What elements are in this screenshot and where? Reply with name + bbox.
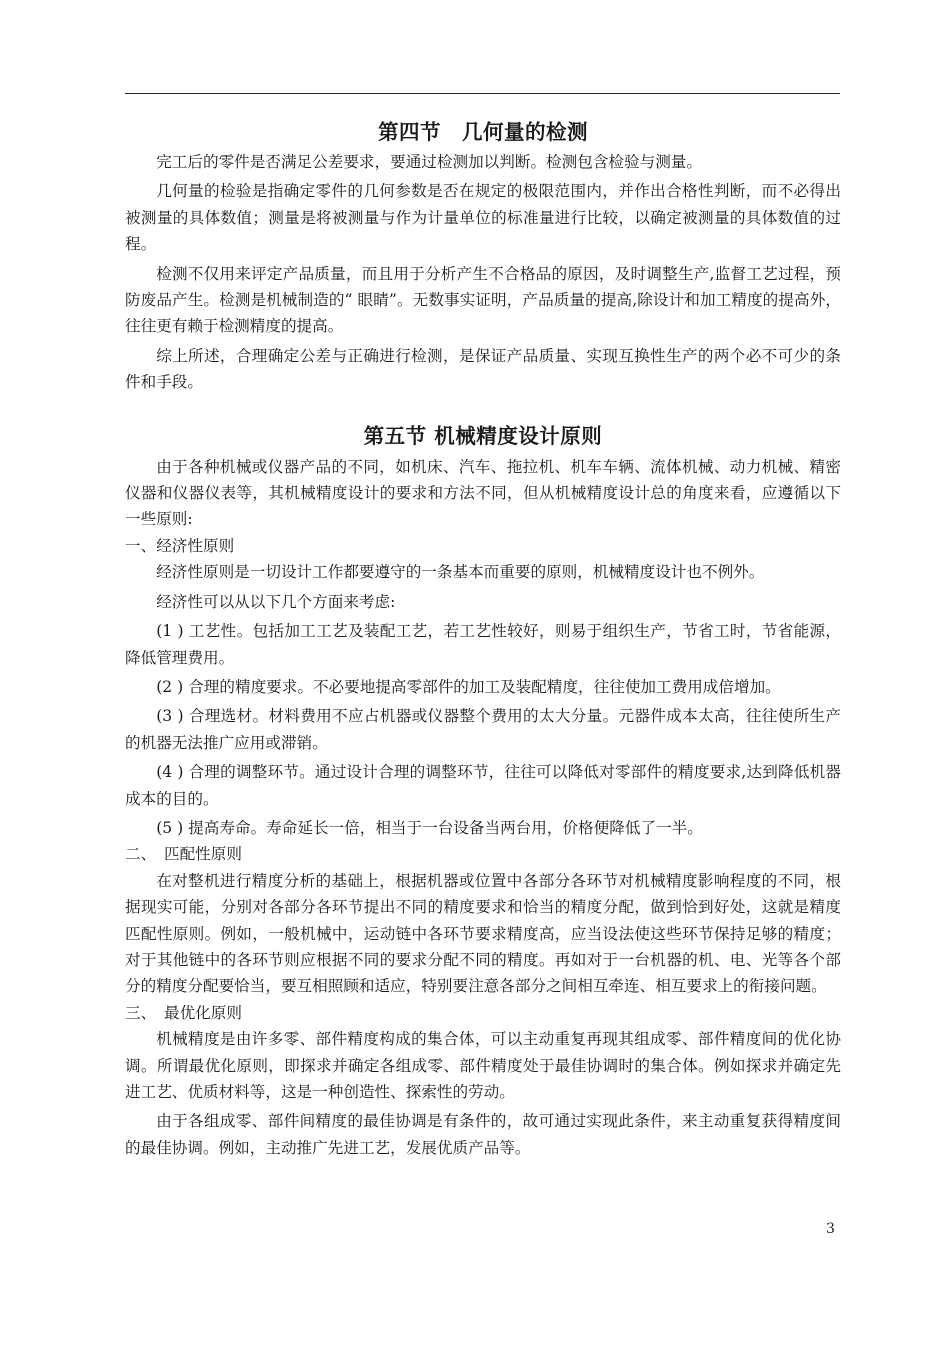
list-item: (4 ) 合理的调整环节。通过设计合理的调整环节，往往可以降低对零部件的精度要求,达到降低机器成本的目的。 <box>125 763 841 808</box>
paragraph: 完工后的零件是否满足公差要求，要通过检测加以判断。检测包含检验与测量。 <box>156 153 702 171</box>
list-item: (3 ) 合理选材。材料费用不应占机器或仪器整个费用的太大分量。元器件成本太高，往往使所生产的机器无法推广应用或滞销。 <box>125 707 841 752</box>
subheading: 二、 匹配性原则 <box>125 845 242 864</box>
page-number: 3 <box>826 1221 835 1237</box>
paragraph: 检测不仅用来评定产品质量，而且用于分析产生不合格品的原因，及时调整生产,监督工艺过程，预防废品产生。检测是机械制造的“ 眼睛”。无数事实证明，产品质量的提高,除设计和加工精度的提高外，往往更有赖于检测精度的提高。 <box>125 264 841 336</box>
paragraph: 综上所述，合理确定公差与正确进行检测，是保证产品质量、实现互换性生产的两个必不可少的条件和手段。 <box>125 346 841 392</box>
paragraph: 在对整机进行精度分析的基础上，根据机器或位置中各部分各环节对机械精度影响程度的不同，根据现实可能，分别对各部分各环节提出不同的精度要求和恰当的精度分配，做到恰到好处，这就是精度匹配性原则。例如，一般机械中，运动链中各环节要求精度高，应当设法使这些环节保持足够的精度；对于其他链中的各环节则应根据不同的要求分配不同的精度。再如对于一台机器的机、电、光等各个部分的精度分配要恰当，要互相照顾和适应，特别要注意各部分之间相互牵连、相互要求上的衔接问题。 <box>125 871 841 996</box>
list-item: (1 ) 工艺性。包括加工工艺及装配工艺，若工艺性较好，则易于组织生产，节省工时，节省能源，降低管理费用。 <box>125 622 841 667</box>
list-item: (2 ) 合理的精度要求。不必要地提高零部件的加工及装配精度，往往使加工费用成倍增加。 <box>156 677 781 696</box>
page-body <box>125 115 841 1161</box>
paragraph: 经济性可以从以下几个方面来考虑: <box>156 592 396 611</box>
header-rule <box>125 93 840 94</box>
list-item: (5 ) 提高寿命。寿命延长一倍，相当于一台设备当两台用，价格便降低了一半。 <box>156 818 703 837</box>
paragraph: 几何量的检验是指确定零件的几何参数是否在规定的极限范围内，并作出合格性判断，而不必得出被测量的具体数值；测量是将被测量与作为计量单位的标准量进行比较，以确定被测量的具体数值的过程。 <box>125 182 841 254</box>
subheading: 三、 最优化原则 <box>125 1003 242 1022</box>
paragraph: 由于各组成零、部件间精度的最佳协调是有条件的，故可通过实现此条件，来主动重复获得精度间的最佳协调。例如，主动推广先进工艺，发展优质产品等。 <box>125 1112 841 1157</box>
paragraph: 机械精度是由许多零、部件精度构成的集合体，可以主动重复再现其组成零、部件精度间的优化协调。所谓最优化原则，即探求并确定各组成零、部件精度处于最佳协调时的集合体。例如探求并确定先进工艺、优质材料等，这是一种创造性、探索性的劳动。 <box>125 1030 841 1101</box>
paragraph: 经济性原则是一切设计工作都要遵守的一条基本而重要的原则，机械精度设计也不例外。 <box>156 563 765 582</box>
subheading: 一、经济性原则 <box>125 536 235 555</box>
paragraph: 由于各种机械或仪器产品的不同，如机床、汽车、拖拉机、机车车辆、流体机械、动力机械、精密仪器和仪器仪表等，其机械精度设计的要求和方法不同，但从机械精度设计总的角度来看，应遵循以下一些原则: <box>125 457 841 529</box>
section4-title: 第四节 几何量的检测 <box>378 120 588 144</box>
section5-title: 第五节 机械精度设计原则 <box>363 423 603 448</box>
